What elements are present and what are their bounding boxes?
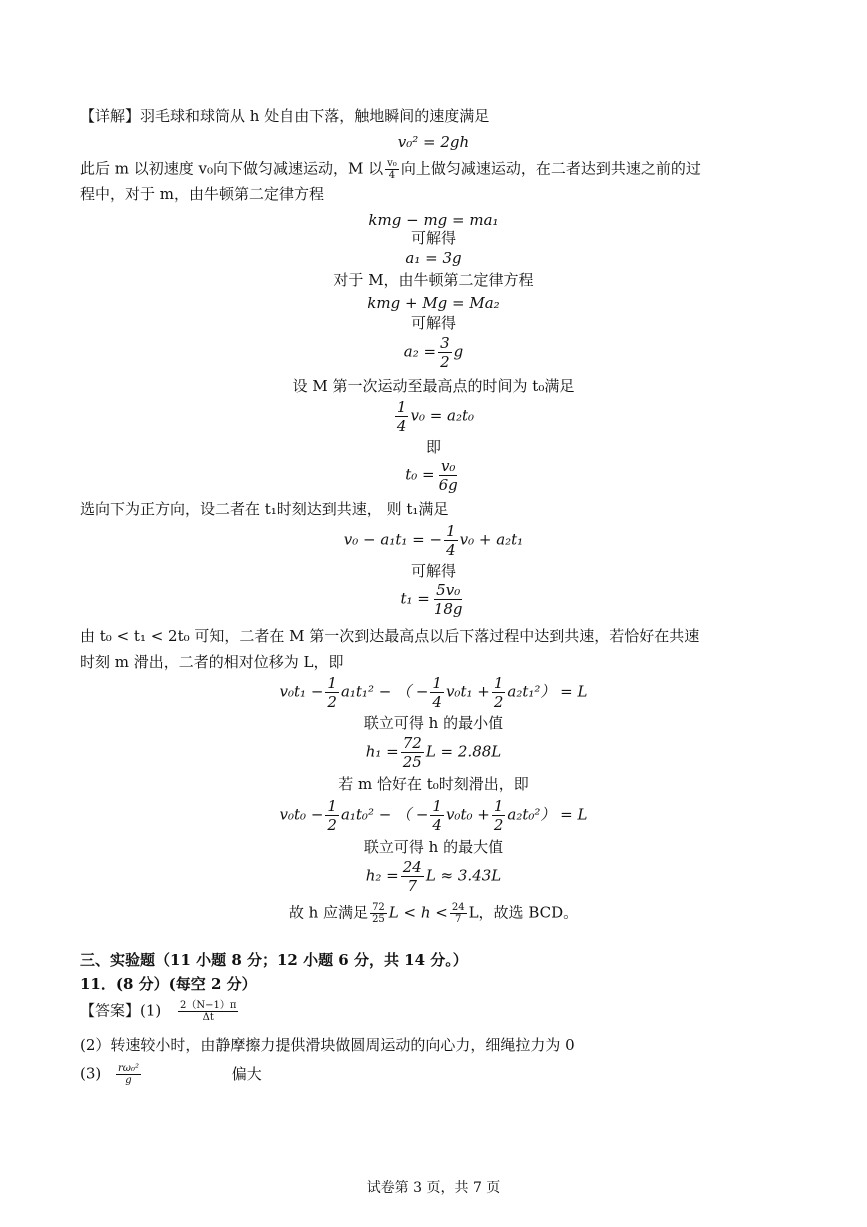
paragraph-1-text-a: 此后 m 以初速度 v₀向下做匀减速运动，M 以 <box>80 159 384 178</box>
equation-6: t₀ = $\frac{\text{v₀}}{6g}$ <box>405 457 458 494</box>
equation-2: a₁ = 3g <box>405 249 462 267</box>
fraction-answer-3: $\frac{\text{rω₀²}}{g}$ <box>118 1063 139 1086</box>
fraction-3-over-2: $\frac{3}{2}$ <box>440 334 450 371</box>
equation-4: a₂ = $\frac{3}{2}$ g <box>403 334 464 371</box>
t0-slide-text: 若 m 恰好在 t₀时刻滑出，即 <box>338 775 529 793</box>
answer-2: (2）转速较小时，由静摩擦力提供滑块做圆周运动的向心力，细绳拉力为 0 <box>80 1036 575 1054</box>
fraction-1-over-2: $\frac{1}{2}$ <box>327 797 337 834</box>
min-h-text: 联立可得 h 的最小值 <box>363 714 504 732</box>
equation-5: $\frac{1}{4}$ v₀ = a₂t₀ <box>396 398 475 435</box>
page-footer: 试卷第 3 页，共 7 页 <box>366 1180 501 1196</box>
fraction-5v0-over-18g: $\frac{\text{5v₀}}{18g}$ <box>433 581 463 618</box>
fraction-1-over-2: $\frac{1}{2}$ <box>493 674 504 711</box>
fraction-1-over-4: $\frac{1}{4}$ <box>396 398 407 435</box>
section-3-heading: 三、实验题（11 小题 8 分；12 小题 6 分，共 14 分。） <box>80 951 468 969</box>
equation-v0: v₀² = 2gh <box>397 133 470 151</box>
paragraph-1-line-2: 程中，对于 m，由牛顿第二定律方程 <box>80 185 324 203</box>
paragraph-3-line-1: 由 t₀ < t₁ < 2t₀ 可知，二者在 M 第一次到达最高点以后下落过程中达到共速，若恰好在共速 <box>80 627 700 645</box>
fraction-1-over-2: $\frac{1}{2}$ <box>493 797 504 834</box>
equation-9: v₀t₁ − $\frac{1}{2}$ a₁t₁² − （ − $\frac{1}{4}$ v₀t₁ + $\frac{1}{2}$ a₂t₁²） = L <box>279 674 588 711</box>
fraction-1-over-4: $\frac{1}{4}$ <box>446 522 456 559</box>
fraction-v0-over-4: $\frac{\text{v₀}}{4}$ <box>387 158 397 181</box>
fraction-72-over-25: $\frac{72}{25}$ <box>402 734 422 771</box>
solve-label-1: 可解得 <box>410 229 456 247</box>
fraction-1-over-4: $\frac{1}{4}$ <box>432 674 442 711</box>
detail-intro: 【详解】羽毛球和球筒从 h 处自由下落，触地瞬间的速度满足 <box>80 107 490 125</box>
t0-condition-text: 设 M 第一次运动至最高点的时间为 t₀满足 <box>292 377 575 395</box>
fraction-answer-1: $\frac{2(N-1)\pi}{\Delta t}$ <box>180 1000 237 1023</box>
ji-label: 即 <box>425 438 441 456</box>
answer-1: 【答案】(1) $\frac{2(N-1)\pi}{\Delta t}$ <box>80 1000 237 1023</box>
equation-7: v₀ − a₁t₁ = − $\frac{1}{4}$ v₀ + a₂t₁ <box>343 522 524 559</box>
answer-3-extra: 偏大 <box>231 1064 262 1083</box>
equation-12: h₂ = $\frac{24}{7}$ L ≈ 3.43L <box>365 858 502 895</box>
conclusion: 故 h 应满足 $\frac{72}{25}$ L < h < $\frac{24}{7}$ L，故选 BCD。 <box>288 902 579 925</box>
equation-3: kmg + Mg = Ma₂ <box>367 294 500 312</box>
equation-8: t₁ = $\frac{\text{5v₀}}{18g}$ <box>400 581 463 618</box>
fraction-1-over-4: $\frac{1}{4}$ <box>432 797 442 834</box>
paragraph-1-line-1 <box>80 158 701 181</box>
fraction-v0-over-6g: $\frac{\text{v₀}}{6g}$ <box>438 457 458 494</box>
equation-1: kmg − mg = ma₁ <box>368 211 499 229</box>
fraction-72-over-25: $\frac{72}{25}$ <box>372 902 385 925</box>
fraction-1-over-2: $\frac{1}{2}$ <box>327 674 337 711</box>
for-M-text: 对于 M，由牛顿第二定律方程 <box>333 271 534 289</box>
solve-label-2: 可解得 <box>410 314 456 332</box>
paragraph-3-line-2: 时刻 m 滑出，二者的相对位移为 L，即 <box>80 653 344 671</box>
solve-label-3: 可解得 <box>410 562 456 580</box>
equation-10: h₁ = $\frac{72}{25}$ L = 2.88L <box>365 734 502 771</box>
equation-11: v₀t₀ − $\frac{1}{2}$ a₁t₀² − （ − $\frac{1}{4}$ v₀t₀ + $\frac{1}{2}$ a₂t₀²） = L <box>279 797 588 834</box>
answer-3: (3) $\frac{\text{rω₀²}}{g}$ 偏大 <box>80 1063 262 1086</box>
fraction-24-over-7: $\frac{24}{7}$ <box>451 902 465 925</box>
paragraph-1-text-b: 向上做匀减速运动，在二者达到共速之前的过 <box>400 159 701 178</box>
fraction-24-over-7: $\frac{24}{7}$ <box>402 858 422 895</box>
max-h-text: 联立可得 h 的最大值 <box>363 838 504 856</box>
question-11-heading: 11．(8 分）(每空 2 分） <box>80 975 257 993</box>
paragraph-2: 选向下为正方向，设二者在 t₁时刻达到共速， 则 t₁满足 <box>80 500 449 518</box>
